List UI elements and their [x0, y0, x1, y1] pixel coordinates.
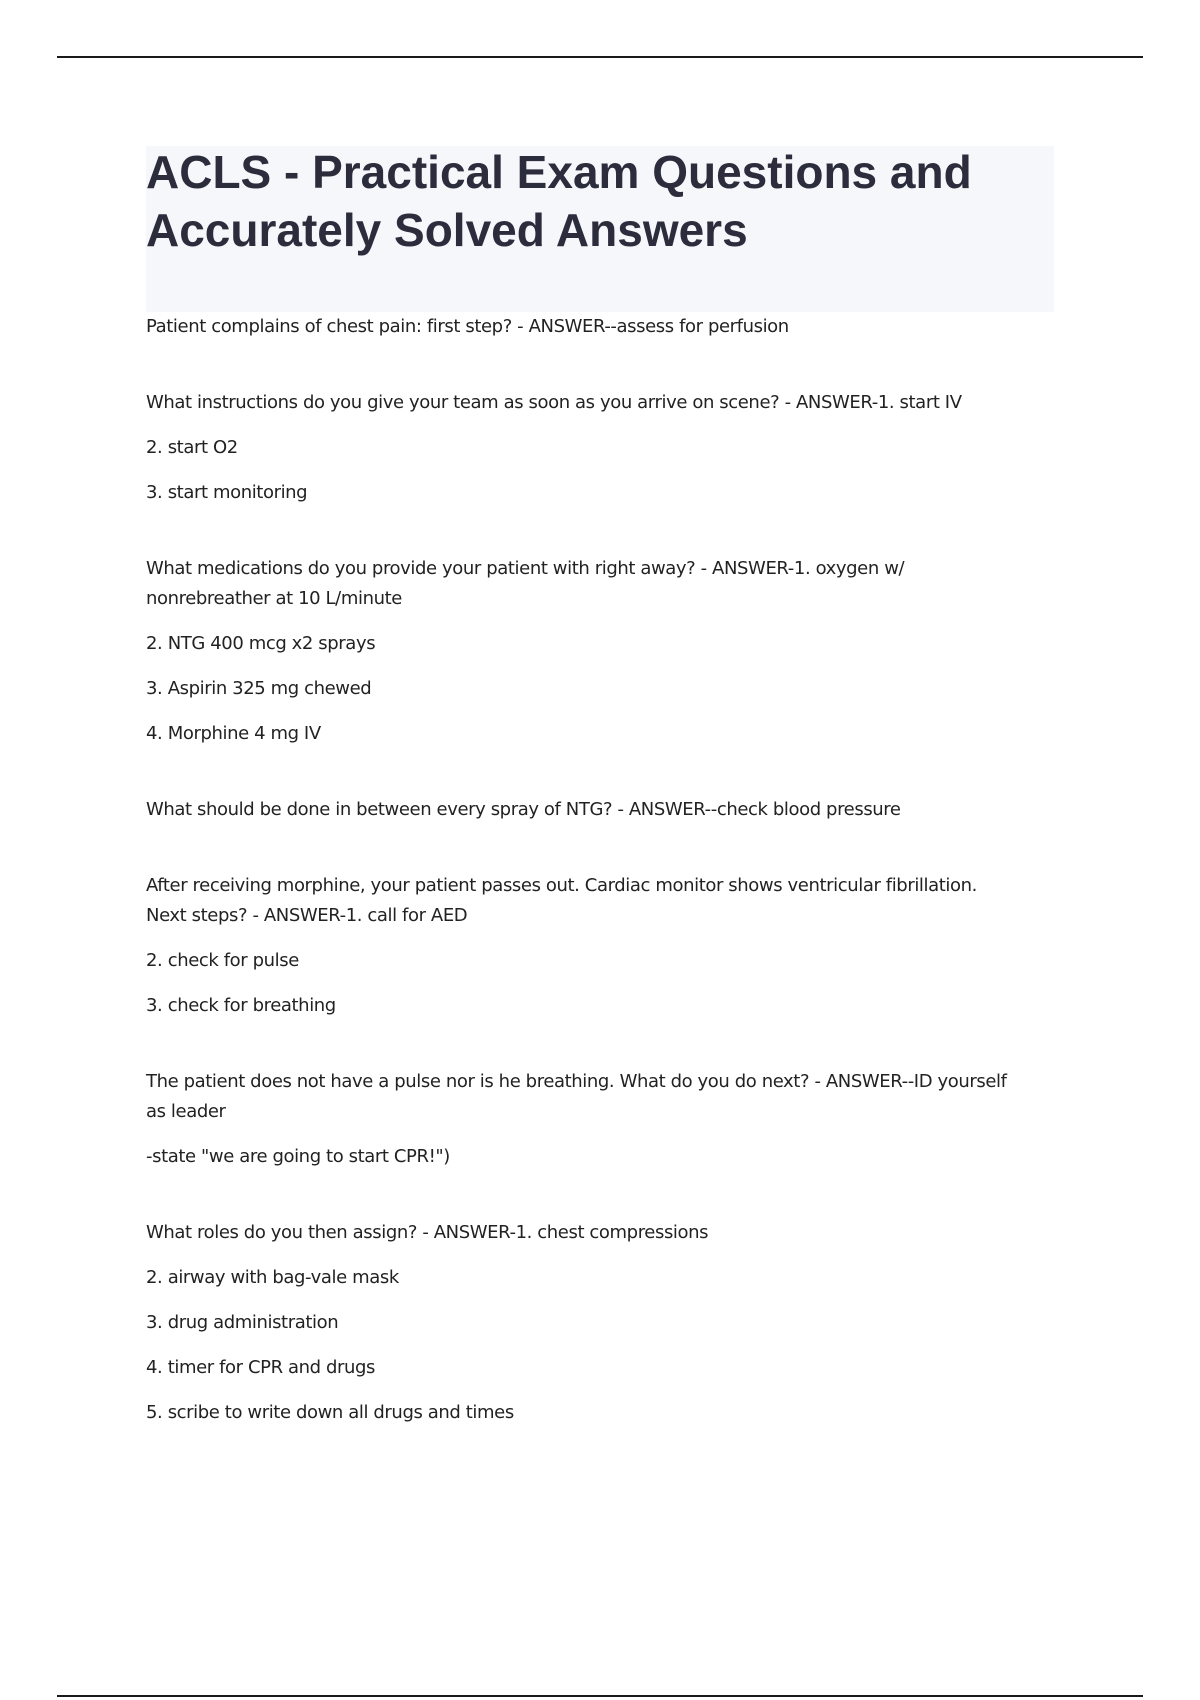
- qa-block: [146, 312, 1056, 342]
- answer-item: 3. drug administration: [146, 1312, 339, 1333]
- answer-item: 5. scribe to write down all drugs and times: [146, 1402, 514, 1423]
- answer-item: 3. start monitoring: [146, 482, 308, 503]
- qa-block: [146, 388, 1056, 508]
- question-line: After receiving morphine, your patient passes out. Cardiac monitor shows ventricular fibrillation.: [146, 875, 977, 896]
- question-line: Next steps? - ANSWER-1. call for AED: [146, 905, 468, 926]
- document-title: [146, 143, 1046, 259]
- qa-block: [146, 871, 1056, 1021]
- qa-list: [146, 312, 1056, 1428]
- question-line: The patient does not have a pulse nor is he breathing. What do you do next? - ANSWER--ID yourself: [146, 1071, 1007, 1092]
- answer-item: 2. start O2: [146, 437, 238, 458]
- qa-block: [146, 1218, 1056, 1428]
- title-line-2: Accurately Solved Answers: [146, 204, 748, 256]
- top-rule: [57, 56, 1143, 58]
- answer-item: 4. timer for CPR and drugs: [146, 1357, 376, 1378]
- answer-item: -state "we are going to start CPR!"): [146, 1146, 450, 1167]
- qa-block: [146, 1067, 1056, 1172]
- question-line: What instructions do you give your team as soon as you arrive on scene? - ANSWER-1. start IV: [146, 392, 962, 413]
- title-line-1: ACLS - Practical Exam Questions and: [146, 146, 972, 198]
- answer-item: 2. airway with bag-vale mask: [146, 1267, 399, 1288]
- answer-item: 2. check for pulse: [146, 950, 299, 971]
- question-line: nonrebreather at 10 L/minute: [146, 588, 402, 609]
- question-line: as leader: [146, 1101, 226, 1122]
- question-line: What should be done in between every spray of NTG? - ANSWER--check blood pressure: [146, 799, 901, 820]
- answer-item: 4. Morphine 4 mg IV: [146, 723, 321, 744]
- answer-item: 2. NTG 400 mcg x2 sprays: [146, 633, 376, 654]
- qa-block: [146, 554, 1056, 749]
- answer-item: 3. Aspirin 325 mg chewed: [146, 678, 372, 699]
- bottom-rule: [57, 1695, 1143, 1697]
- question-line: What medications do you provide your patient with right away? - ANSWER-1. oxygen w/: [146, 558, 905, 579]
- question-line: What roles do you then assign? - ANSWER-1. chest compressions: [146, 1222, 709, 1243]
- answer-item: 3. check for breathing: [146, 995, 336, 1016]
- qa-block: [146, 795, 1056, 825]
- question-line: Patient complains of chest pain: first step? - ANSWER--assess for perfusion: [146, 316, 789, 337]
